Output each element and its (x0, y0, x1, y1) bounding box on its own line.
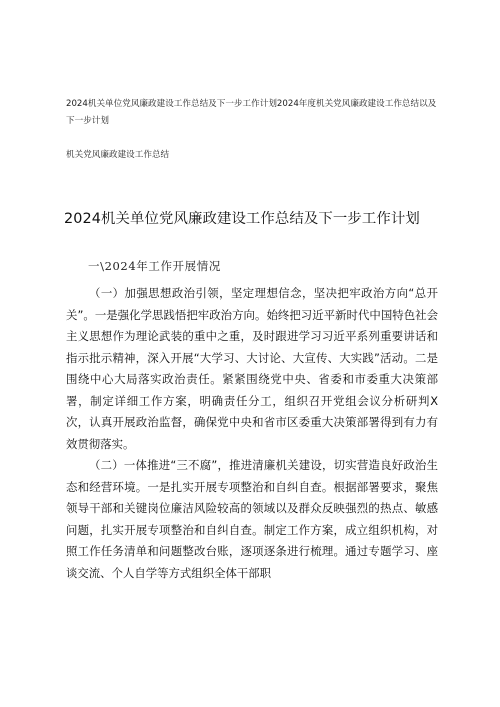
document-body (66, 283, 438, 584)
paragraph-2: （二）一体推进“三不腐”，推进清廉机关建设，切实营造良好政治生态和经营环境。一是扎实开展专项整治和自纠自查。根据部署要求，聚焦领导干部和关键岗位廉洁风险较高的领域以及群众反映强烈的热点、敏感问题，扎实开展专项整治和自纠自查。制定工作方案，成立组织机构，对照工作任务清单和问题整改台账，逐项逐条进行梳理。通过专题学习、座谈交流、个人自学等方式组织全体干部职 (66, 458, 438, 580)
document-header-title: 2024机关单位党风廉政建设工作总结及下一步工作计划2024年度机关党风廉政建设工作总结以及下一步计划 (66, 99, 437, 126)
document-header-subtitle: 机关党风廉政建设工作总结 (66, 150, 170, 160)
paragraph-1: （一）加强思想政治引领，坚定理想信念，坚决把牢政治方向“总开关”。一是强化学思践悟把牢政治方向。始终把习近平新时代中国特色社会主义思想作为理论武装的重中之重，及时跟进学习习近平系列重要讲话和指示批示精神，深入开展“大学习、大讨论、大宣传、大实践”活动。二是围绕中心大局落实政治责任。紧紧围绕党中央、省委和市委重大决策部署，制定详细工作方案，明确责任分工，组织召开党组会议分析研判X次，认真开展政治监督，确保党中央和省市区委重大决策部署得到有力有效贯彻落实。 (66, 286, 438, 451)
document-title: 2024机关单位党风廉政建设工作总结及下一步工作计划 (64, 211, 420, 227)
section-heading: 一\2024年工作开展情况 (88, 259, 221, 273)
